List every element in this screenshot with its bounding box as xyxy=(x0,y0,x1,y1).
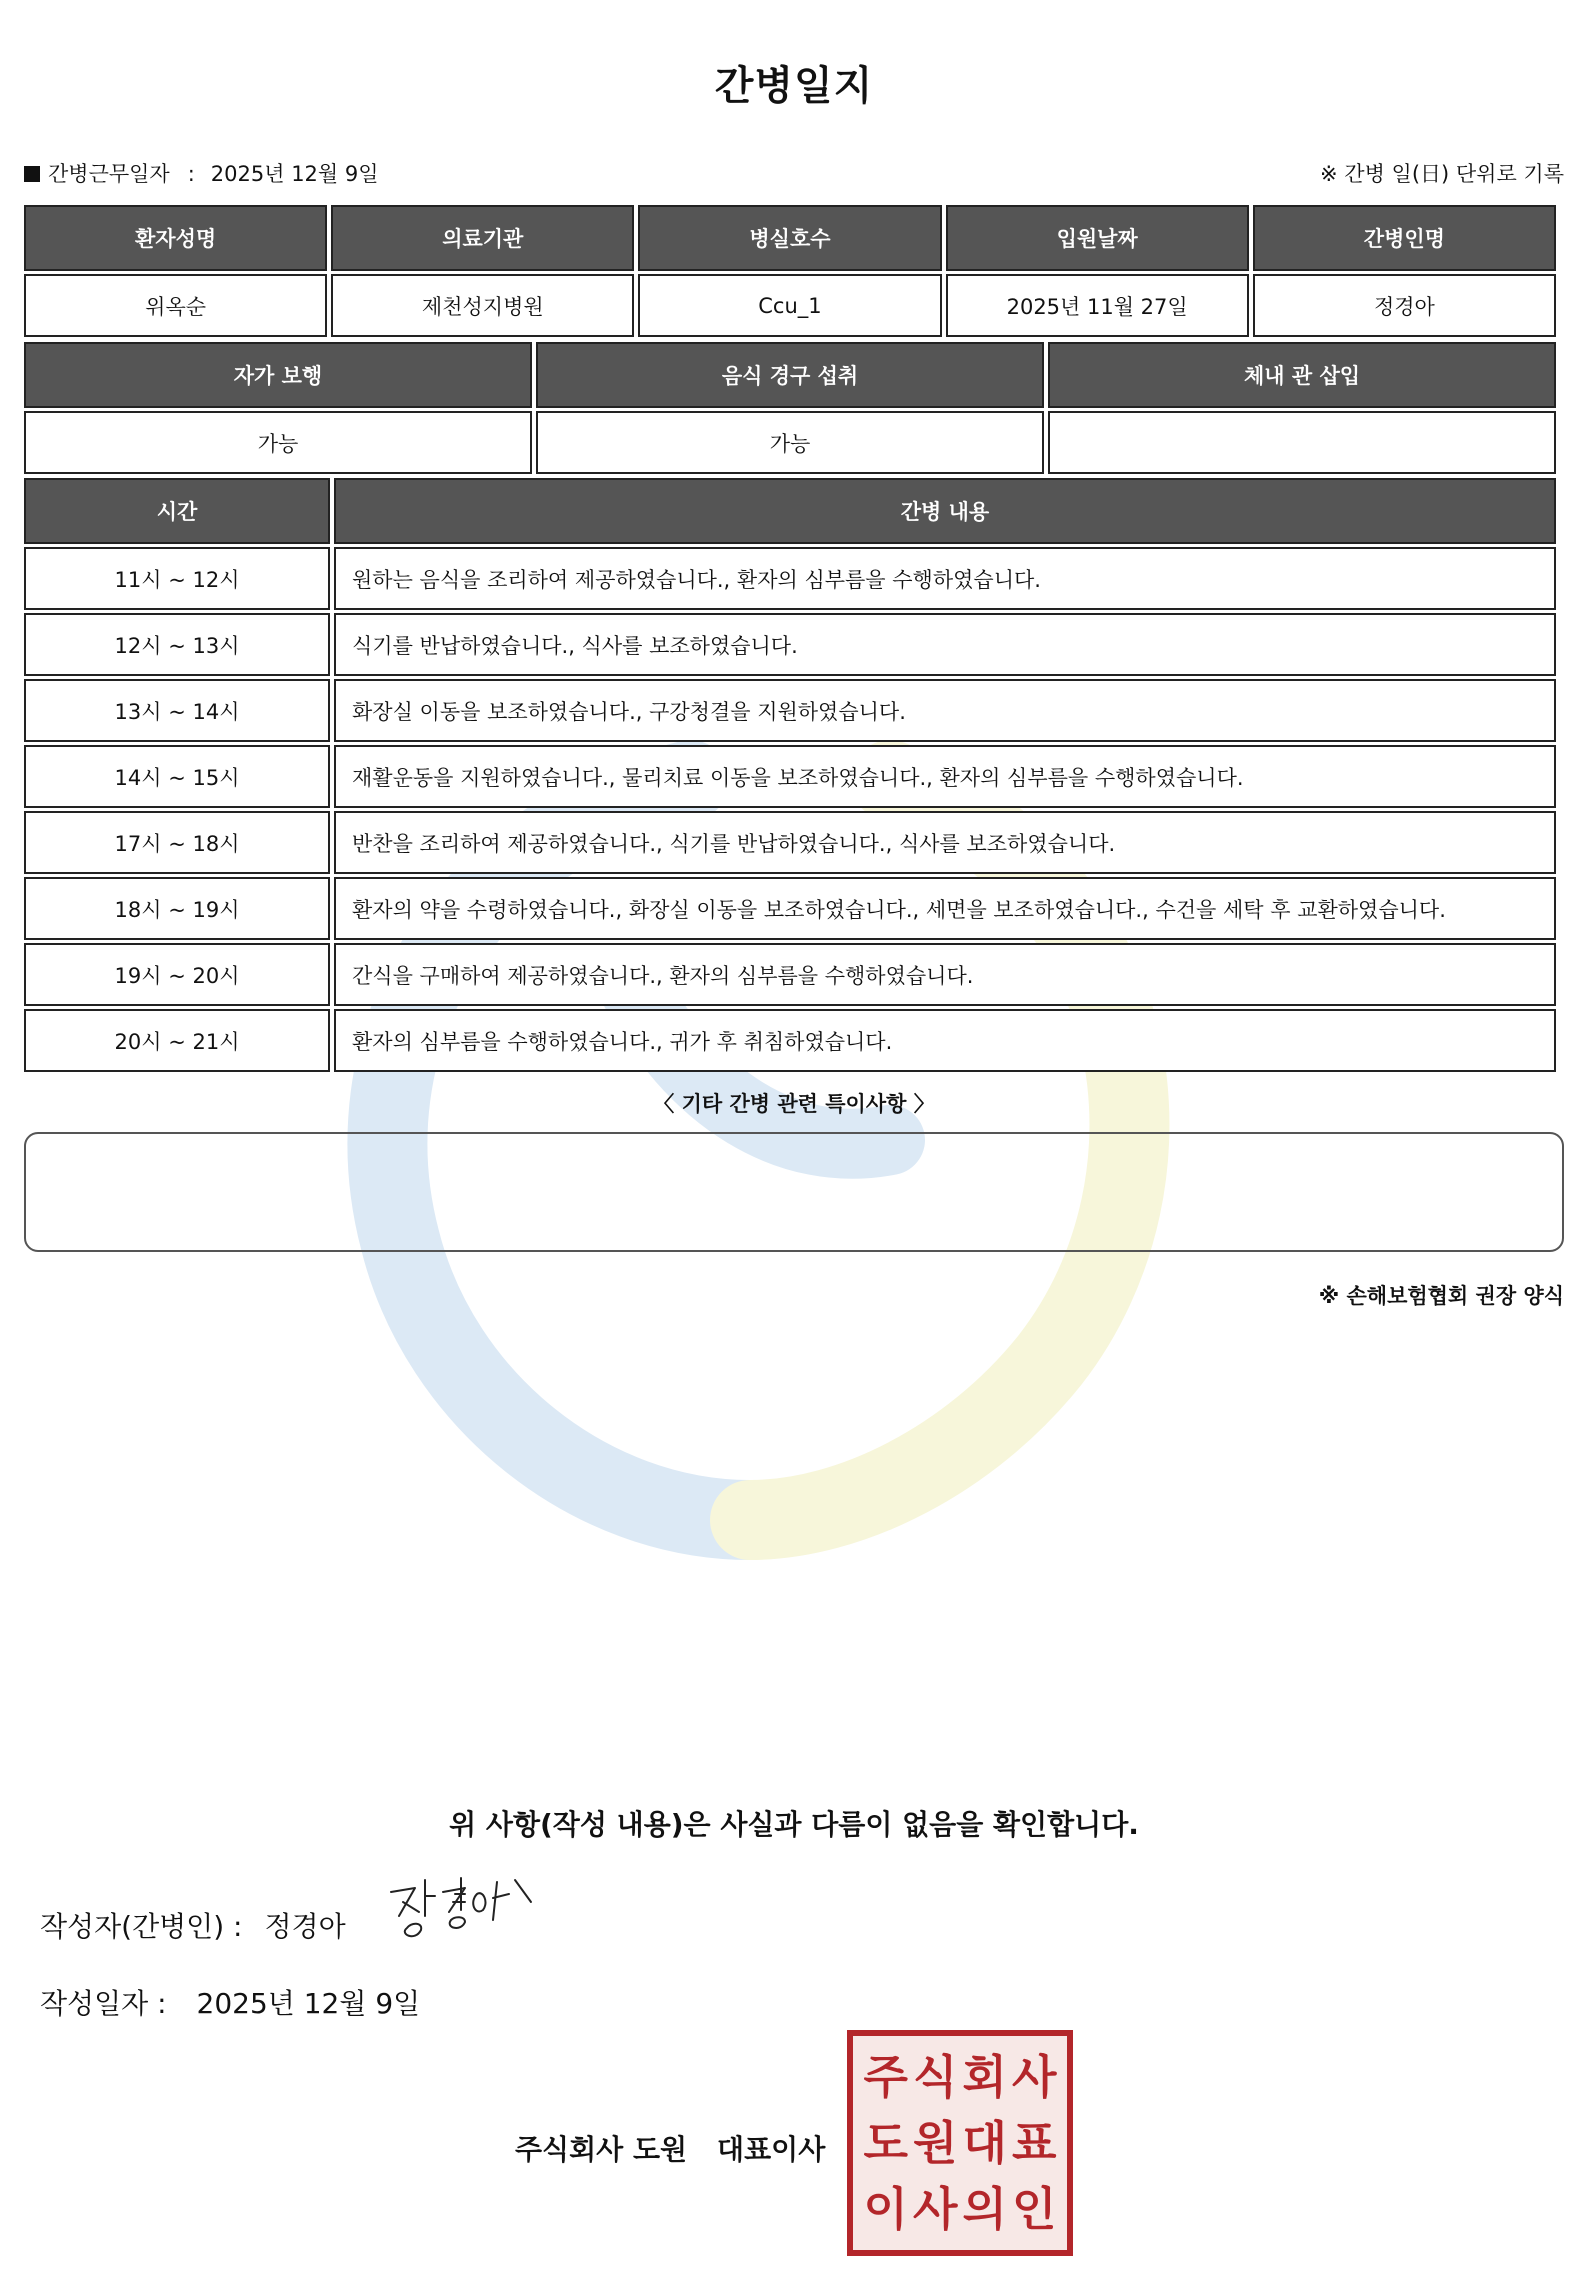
seal-char: 사 xyxy=(1012,2050,1057,2104)
company-name: 주식회사 도원 xyxy=(515,2133,688,2166)
time-cell: 19시 ~ 20시 xyxy=(24,943,330,1006)
table-row xyxy=(24,679,1556,742)
header-care-content: 간병 내용 xyxy=(334,478,1556,544)
patient-info-table xyxy=(20,202,1560,340)
content-cell: 간식을 구매하여 제공하였습니다., 환자의 심부름을 수행하였습니다. xyxy=(334,943,1556,1006)
time-cell: 17시 ~ 18시 xyxy=(24,811,330,874)
header-time: 시간 xyxy=(24,478,330,544)
company-line xyxy=(515,2128,825,2168)
work-date-line xyxy=(24,158,379,188)
content-cell: 반찬을 조리하여 제공하였습니다., 식기를 반납하였습니다., 식사를 보조하였습니다. xyxy=(334,811,1556,874)
patient-status-table xyxy=(20,339,1560,477)
table-row xyxy=(24,613,1556,676)
table-row xyxy=(24,745,1556,808)
patient-name: 위옥순 xyxy=(24,274,327,337)
admission-date: 2025년 11월 27일 xyxy=(946,274,1249,337)
time-cell: 18시 ~ 19시 xyxy=(24,877,330,940)
header-admission-date: 입원날짜 xyxy=(946,205,1249,271)
work-date-value: 2025년 12월 9일 xyxy=(210,162,379,186)
table-row xyxy=(24,547,1556,610)
form-source-note: ※ 손해보험협회 권장 양식 xyxy=(1318,1284,1564,1308)
square-bullet-icon xyxy=(24,166,40,182)
time-cell: 13시 ~ 14시 xyxy=(24,679,330,742)
hospital-name: 제천성지병원 xyxy=(331,274,634,337)
seal-char: 인 xyxy=(1012,2182,1057,2236)
record-unit-note: ※ 간병 일(日) 단위로 기록 xyxy=(1320,162,1564,186)
table-row xyxy=(24,877,1556,940)
writer-line xyxy=(40,1905,346,1945)
company-seal xyxy=(847,2030,1073,2256)
writer-name: 정경아 xyxy=(264,1910,346,1943)
self-walking-value: 가능 xyxy=(24,411,532,474)
header-patient-name: 환자성명 xyxy=(24,205,327,271)
header-room-number: 병실호수 xyxy=(638,205,941,271)
time-cell: 12시 ~ 13시 xyxy=(24,613,330,676)
header-tube-insertion: 체내 관 삽입 xyxy=(1048,342,1556,408)
header-hospital: 의료기관 xyxy=(331,205,634,271)
work-date-label: 간병근무일자 xyxy=(48,162,170,186)
time-cell: 14시 ~ 15시 xyxy=(24,745,330,808)
seal-char: 의 xyxy=(962,2182,1007,2236)
seal-char: 표 xyxy=(1012,2116,1057,2170)
header-oral-intake: 음식 경구 섭취 xyxy=(536,342,1044,408)
written-date-line xyxy=(40,1982,420,2022)
company-title: 대표이사 xyxy=(717,2133,826,2166)
confirmation-statement: 위 사항(작성 내용)은 사실과 다름이 없음을 확인합니다. xyxy=(449,1808,1139,1841)
table-row xyxy=(24,1009,1556,1072)
content-cell: 재활운동을 지원하였습니다., 물리치료 이동을 보조하였습니다., 환자의 심부름을 수행하였습니다. xyxy=(334,745,1556,808)
content-cell: 식기를 반납하였습니다., 식사를 보조하였습니다. xyxy=(334,613,1556,676)
content-cell: 환자의 약을 수령하였습니다., 화장실 이동을 보조하였습니다., 세면을 보조하였습니다., 수건을 세탁 후 교환하였습니다. xyxy=(334,877,1556,940)
seal-char: 주 xyxy=(863,2050,908,2104)
caregiver-name: 정경아 xyxy=(1253,274,1556,337)
written-date-value: 2025년 12월 9일 xyxy=(196,1987,421,2020)
other-notes-box xyxy=(24,1132,1564,1252)
tube-insertion-value xyxy=(1048,411,1556,474)
other-notes-title: 〈 기타 간병 관련 특이사항 〉 xyxy=(653,1092,935,1116)
handwritten-signature xyxy=(385,1872,535,1944)
written-date-label: 작성일자 : xyxy=(40,1987,167,2020)
table-row xyxy=(24,811,1556,874)
writer-label: 작성자(간병인) : xyxy=(40,1910,243,1943)
work-date-colon: : xyxy=(187,162,195,186)
header-caregiver-name: 간병인명 xyxy=(1253,205,1556,271)
content-cell: 원하는 음식을 조리하여 제공하였습니다., 환자의 심부름을 수행하였습니다. xyxy=(334,547,1556,610)
header-self-walking: 자가 보행 xyxy=(24,342,532,408)
seal-char: 식 xyxy=(913,2050,958,2104)
page-title: 간병일지 xyxy=(714,63,874,109)
seal-char: 회 xyxy=(962,2050,1007,2104)
care-log-table xyxy=(20,475,1560,1075)
seal-char: 사 xyxy=(913,2182,958,2236)
table-row xyxy=(24,943,1556,1006)
time-cell: 20시 ~ 21시 xyxy=(24,1009,330,1072)
content-cell: 환자의 심부름을 수행하였습니다., 귀가 후 취침하였습니다. xyxy=(334,1009,1556,1072)
content-cell: 화장실 이동을 보조하였습니다., 구강청결을 지원하였습니다. xyxy=(334,679,1556,742)
time-cell: 11시 ~ 12시 xyxy=(24,547,330,610)
seal-char: 원 xyxy=(913,2116,958,2170)
seal-char: 이 xyxy=(863,2182,908,2236)
oral-intake-value: 가능 xyxy=(536,411,1044,474)
seal-char: 도 xyxy=(863,2116,908,2170)
seal-char: 대 xyxy=(962,2116,1007,2170)
room-number: Ccu_1 xyxy=(638,274,941,337)
